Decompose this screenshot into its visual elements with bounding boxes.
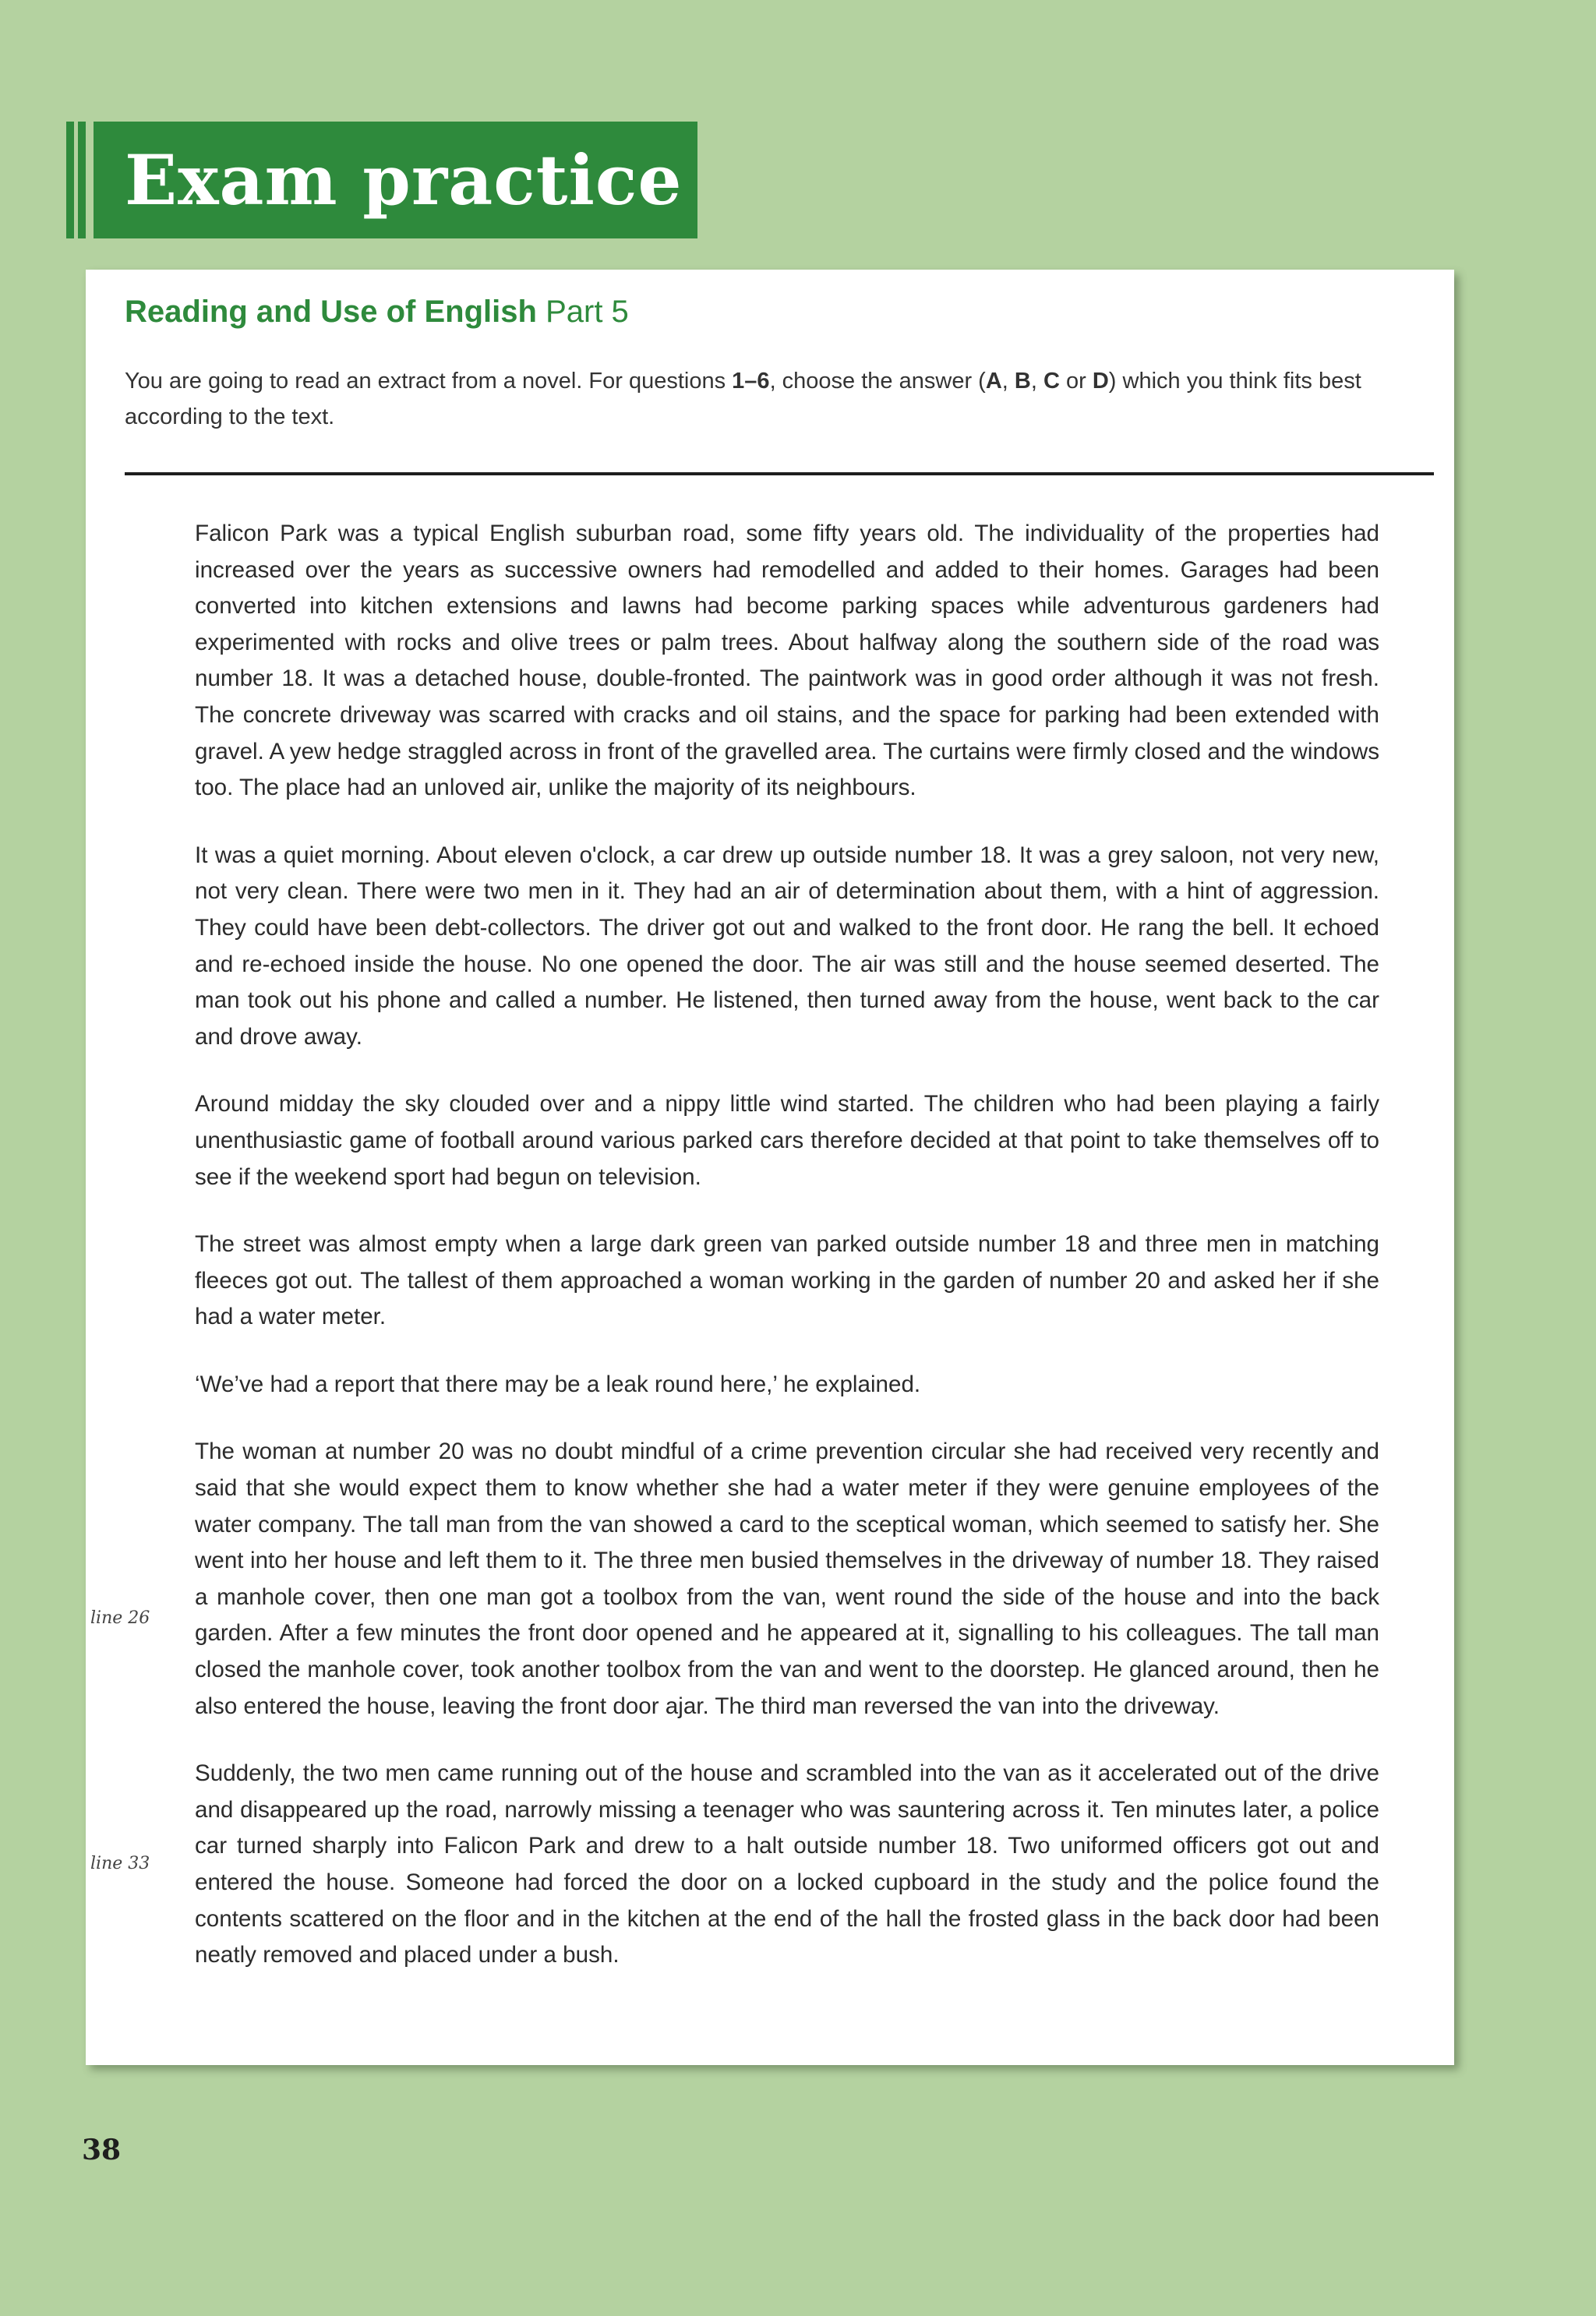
section-heading-bold: Reading and Use of English — [125, 295, 537, 329]
passage-paragraph: The woman at number 20 was no doubt mindful of a crime prevention circular she had received very recently and said that she would expect them to know whether she had a water meter if they were genuine employees of the water company. The tall man from the van showed a card to the sceptical woman, which seemed to satisfy her. She went into her house and left them to it. The three men busied themselves in the driveway of number 18. They raised a manhole cover, then one man got a toolbox from the van, went round the side of the house and into the back garden. After a few minutes the front door opened and he appeared at it, signalling to his colleagues. The tall man closed the manhole cover, took another toolbox from the van and went to the doorstep. He glanced around, then he also entered the house, leaving the front door ajar. The third man reversed the van into the driveway. — [195, 1439, 1379, 1719]
instructions-text: , — [1030, 369, 1043, 394]
passage-paragraph: ‘We’ve had a report that there may be a leak round here,’ he explained. — [195, 1371, 921, 1397]
question-range: 1–6 — [732, 369, 770, 394]
page-number: 38 — [82, 2134, 122, 2166]
instructions-text: , — [1001, 369, 1015, 394]
accent-bar — [66, 122, 74, 238]
passage-paragraph: Falicon Park was a typical English suburban road, some fifty years old. The individuality of the properties had increased over the years as successive owners had remodelled and added to their homes. Garages had been converted into kitchen extensions and lawns had become parking spaces while adventurous gardeners had experimented with rocks and olive trees or palm trees. About halfway along the southern side of the road was number 18. It was a detached house, double-fronted. The paintwork was in good order although it was not fresh. The concrete driveway was scarred with cracks and oil stains, and the space for parking had been extended with gravel. A yew hedge straggled across in front of the gravelled area. The curtains were firmly closed and the windows too. The place had an unloved air, unlike the majority of its neighbours. — [195, 521, 1379, 801]
instructions-text: or — [1059, 369, 1093, 394]
passage-paragraph: The street was almost empty when a large dark green van parked outside number 18 and three men in matching fleeces got out. The tallest of them approached a woman working in the garden of number 20 and asked her if she had a water meter. — [195, 1231, 1379, 1330]
section-heading — [125, 295, 629, 330]
option-a: A — [985, 369, 1002, 394]
divider — [125, 472, 1434, 475]
instructions-text: ) which you think fits best according to the text. — [125, 369, 1361, 429]
line-marker-33: line 33 — [90, 1854, 150, 1873]
instructions — [125, 363, 1434, 435]
line-marker-26: line 26 — [90, 1608, 150, 1628]
instructions-text: , choose the answer ( — [769, 369, 986, 394]
exam-card — [86, 270, 1454, 2065]
title-accent-bars — [66, 122, 88, 238]
passage-paragraph: It was a quiet morning. About eleven o'clock, a car drew up outside number 18. It was a grey saloon, not very new, not very clean. There were two men in it. They had an air of determination about them, with a hint of aggression. They could have been debt-collectors. The driver got out and walked to the front door. He rang the bell. It echoed and re-echoed inside the house. No one opened the door. The air was still and the house seemed deserted. The man took out his phone and called a number. He listened, then turned away from the house, went back to the car and drove away. — [195, 842, 1379, 1050]
instructions-text: You are going to read an extract from a novel. For questions — [125, 369, 733, 394]
reading-passage — [195, 516, 1379, 2005]
option-d: D — [1092, 369, 1109, 394]
section-heading-part: Part 5 — [536, 295, 629, 329]
passage-paragraph: Suddenly, the two men came running out of the house and scrambled into the van as it accelerated out of the drive and disappeared up the road, narrowly missing a teenager who was sauntering across it. Ten minutes later, a police car turned sharply into Falicon Park and drew to a halt outside number 18. Two uniformed officers got out and entered the house. Someone had forced the door on a locked cupboard in the study and the police found the contents scattered on the floor and in the kitchen at the end of the hall the frosted glass in the back door had been neatly removed and placed under a bush. — [195, 1760, 1379, 1968]
page-title: Exam practice — [94, 122, 697, 238]
option-c: C — [1043, 369, 1060, 394]
accent-bar — [78, 122, 86, 238]
option-b: B — [1014, 369, 1031, 394]
passage-paragraph: Around midday the sky clouded over and a nippy little wind started. The children who had been playing a fairly unenthusiastic game of football around various parked cars therefore decided at that point to take themselves off to see if the weekend sport had begun on television. — [195, 1091, 1379, 1190]
